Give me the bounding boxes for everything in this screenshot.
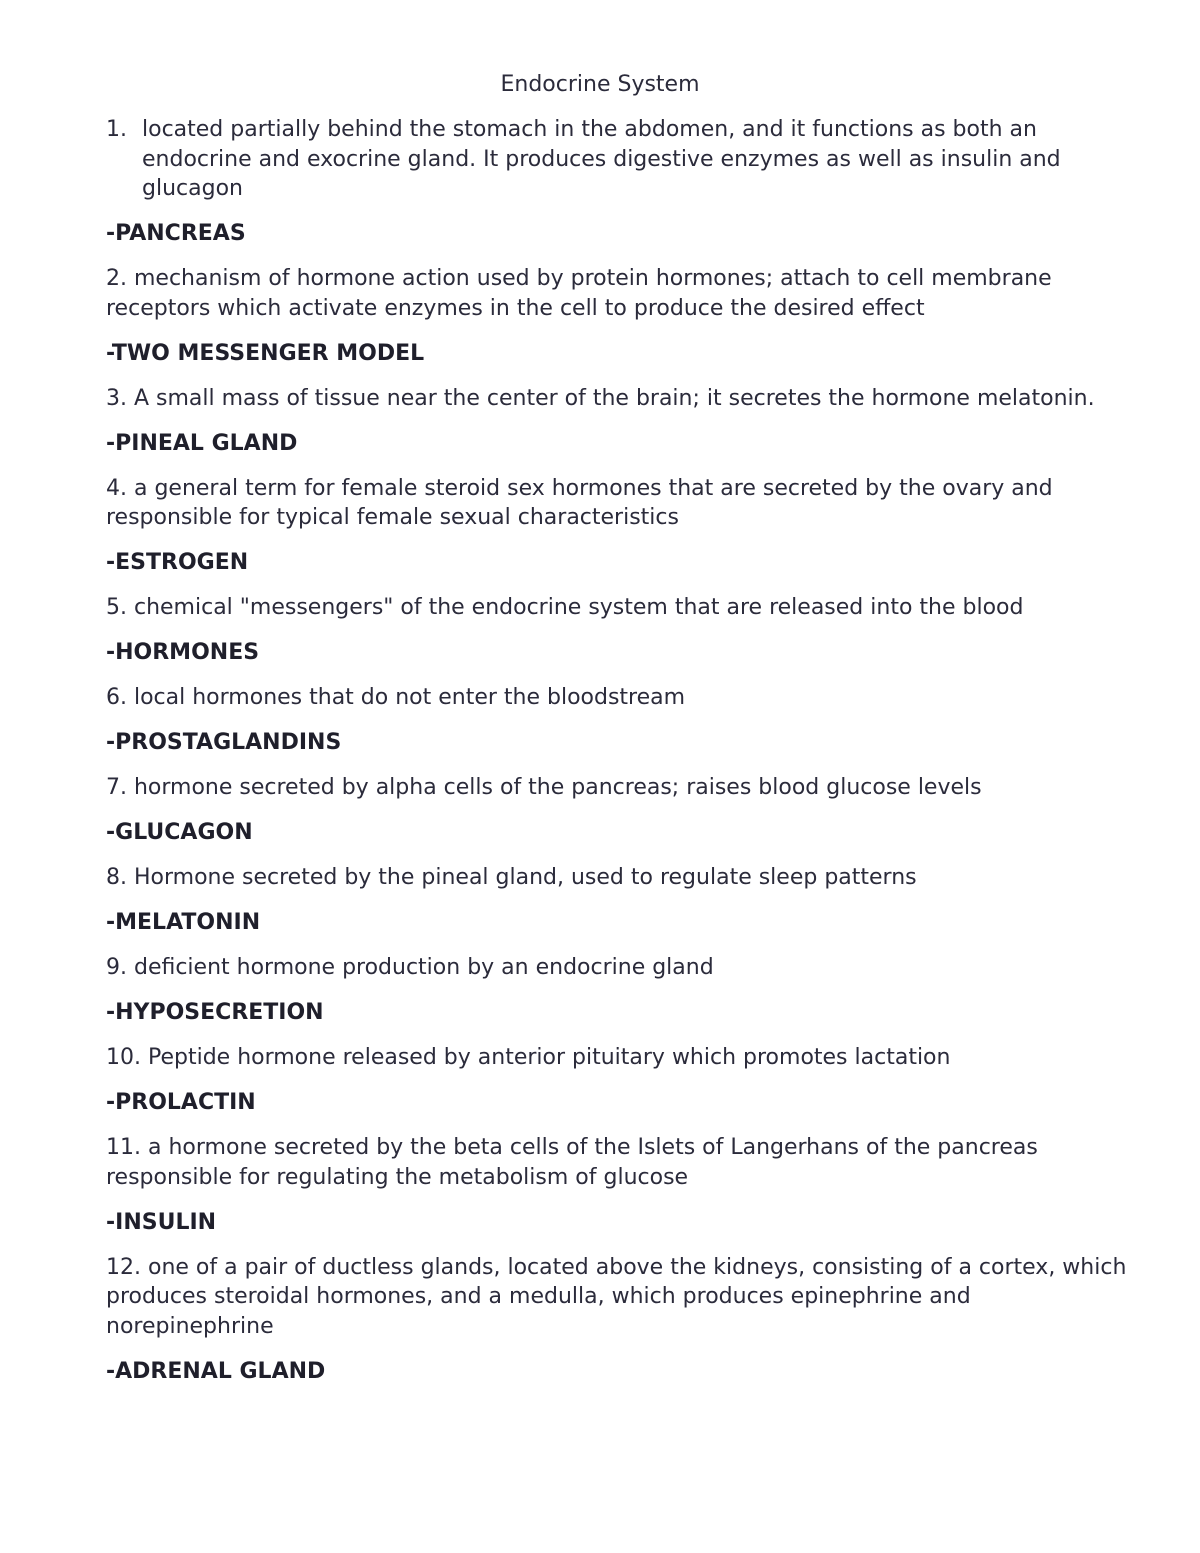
question-text: 11. a hormone secreted by the beta cells of the Islets of Langerhans of the pancreas responsible for regulating the metabolism of glucose <box>106 1135 1038 1190</box>
question-list <box>106 115 1136 1402</box>
answer-text: -PANCREAS <box>106 221 246 246</box>
question-text: 3. A small mass of tissue near the center of the brain; it secretes the hormone melatonin. <box>106 385 1095 411</box>
answer-text: -PINEAL GLAND <box>106 430 298 456</box>
answer-text: -PROSTAGLANDINS <box>106 730 342 755</box>
question-text: 9. deficient hormone production by an endocrine gland <box>106 955 714 980</box>
answer-text: -ESTROGEN <box>106 550 249 575</box>
item-number: 1. <box>106 117 127 142</box>
question-text: 4. a general term for female steroid sex hormones that are secreted by the ovary and responsible for typical female sexual characteristics <box>106 475 1053 530</box>
question-text: 7. hormone secreted by alpha cells of the pancreas; raises blood glucose levels <box>106 775 982 800</box>
page-title: Endocrine System <box>500 72 700 97</box>
question-text: 2. mechanism of hormone action used by protein hormones; attach to cell membrane receptors which activate enzymes in the cell to produce the desired effect <box>106 266 1052 321</box>
answer-text: -HORMONES <box>106 640 260 665</box>
list-item-1 <box>106 115 1136 204</box>
answer-text: -PROLACTIN <box>106 1090 256 1115</box>
question-text: 5. chemical "messengers" of the endocrine system that are released into the blood <box>106 595 1024 620</box>
answer-text: -MELATONIN <box>106 910 261 935</box>
answer-text: -TWO MESSENGER MODEL <box>106 340 425 366</box>
question-text: 10. Peptide hormone released by anterior pituitary which promotes lactation <box>106 1045 951 1070</box>
answer-text: -INSULIN <box>106 1209 217 1235</box>
question-text: 6. local hormones that do not enter the bloodstream <box>106 685 686 710</box>
answer-text: -HYPOSECRETION <box>106 1000 324 1025</box>
question-text: 12. one of a pair of ductless glands, located above the kidneys, consisting of a cortex, which produces steroidal hormones, and a medulla, which produces epinephrine and norepinephrine <box>106 1254 1127 1339</box>
question-text: located partially behind the stomach in the abdomen, and it functions as both an endocrine and exocrine gland. It produces digestive enzymes as well as insulin and glucagon <box>142 117 1061 201</box>
answer-text: -ADRENAL GLAND <box>106 1358 326 1384</box>
answer-text: -GLUCAGON <box>106 820 253 845</box>
question-text: 8. Hormone secreted by the pineal gland, used to regulate sleep patterns <box>106 865 917 890</box>
